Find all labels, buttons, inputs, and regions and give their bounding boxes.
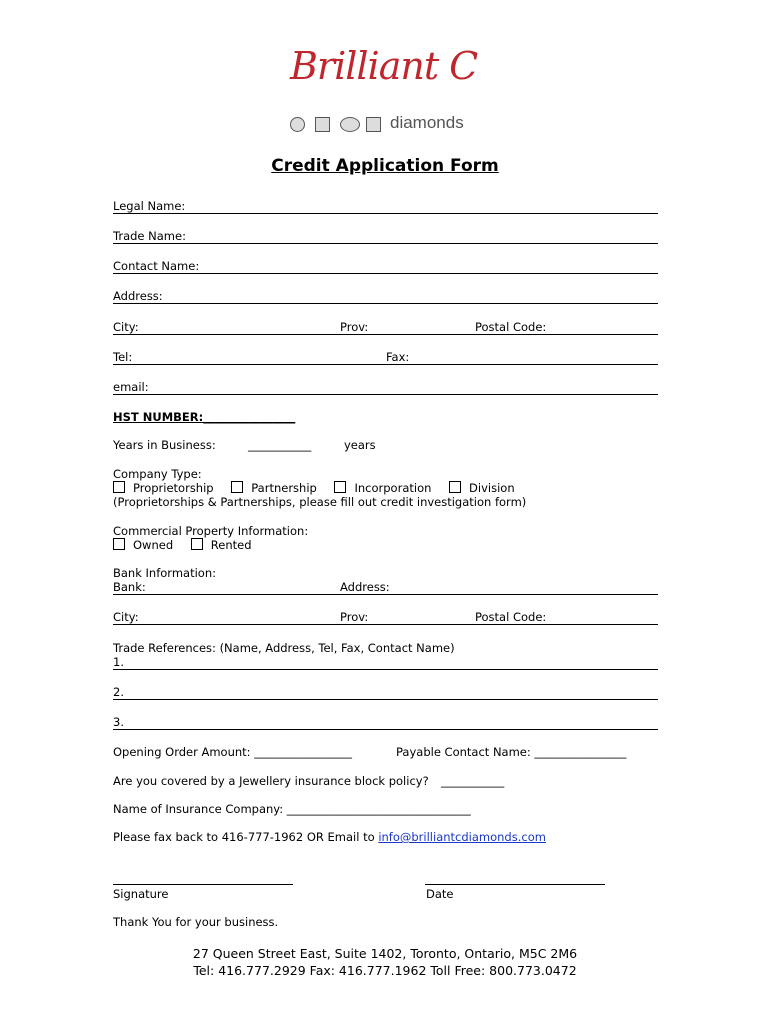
trade-ref-3-label: 3.	[113, 715, 124, 729]
footer-phones: Tel: 416.777.2929 Fax: 416.777.1962 Toll Free: 800.773.0472	[193, 963, 577, 978]
fax-back-instruction: Please fax back to 416-777-1962 OR Email to	[113, 830, 379, 844]
trade-ref-1-line[interactable]	[113, 668, 658, 670]
contact-name-line[interactable]	[113, 272, 658, 274]
owned-label: Owned	[133, 538, 174, 552]
insurance-question: Are you covered by a Jewellery insurance block policy?	[113, 774, 429, 788]
email-link[interactable]: info@brilliantcdiamonds.com	[378, 830, 546, 844]
trade-ref-2-line[interactable]	[113, 698, 658, 700]
proprietorship-checkbox[interactable]	[113, 481, 125, 493]
company-type-options	[113, 481, 515, 495]
bank-info-label: Bank Information:	[113, 566, 216, 580]
bank-address-label: Address:	[340, 580, 390, 594]
incorporation-checkbox[interactable]	[334, 481, 346, 493]
years-blank[interactable]: ___________	[248, 438, 312, 452]
oval-diamond-icon	[340, 117, 360, 132]
rented-checkbox[interactable]	[191, 538, 203, 550]
property-label: Commercial Property Information:	[113, 524, 309, 538]
trade-ref-1-label: 1.	[113, 655, 124, 669]
partnership-checkbox[interactable]	[231, 481, 243, 493]
company-type-label: Company Type:	[113, 467, 202, 481]
legal-name-line[interactable]	[113, 212, 658, 214]
tel-line[interactable]	[113, 363, 658, 365]
footer-address: 27 Queen Street East, Suite 1402, Toronto, Ontario, M5C 2M6	[192, 946, 578, 961]
proprietorship-label: Proprietorship	[133, 481, 214, 495]
division-label: Division	[469, 481, 515, 495]
company-type-note: (Proprietorships & Partnerships, please fill out credit investigation form)	[113, 495, 527, 509]
logo-subtitle: diamonds	[390, 113, 464, 132]
hst-number-label: HST NUMBER:________________	[113, 410, 296, 424]
legal-name-label: Legal Name:	[113, 199, 186, 213]
date-label: Date	[426, 887, 454, 901]
incorporation-label: Incorporation	[354, 481, 432, 495]
bank-postal-label: Postal Code:	[475, 610, 547, 624]
bank-prov-label: Prov:	[340, 610, 369, 624]
property-options	[113, 538, 252, 552]
insurance-question-blank[interactable]: ___________	[441, 774, 505, 788]
insurance-company-field[interactable]: Name of Insurance Company: ________________________________	[113, 802, 471, 816]
division-checkbox[interactable]	[449, 481, 461, 493]
fax-back-text	[113, 830, 546, 844]
email-line[interactable]	[113, 393, 658, 395]
square-diamond-icon	[315, 117, 330, 132]
logo-script: Brilliant C	[290, 44, 478, 88]
owned-checkbox[interactable]	[113, 538, 125, 550]
page-title: Credit Application Form	[271, 156, 499, 176]
opening-order-field[interactable]: Opening Order Amount: _________________	[113, 745, 352, 759]
rented-label: Rented	[210, 538, 252, 552]
bank-city-line[interactable]	[113, 623, 658, 625]
trade-name-line[interactable]	[113, 242, 658, 244]
cushion-diamond-icon	[366, 117, 381, 132]
fax-label: Fax:	[386, 350, 410, 364]
signature-label: Signature	[113, 887, 169, 901]
trade-ref-2-label: 2.	[113, 685, 124, 699]
tel-label: Tel:	[113, 350, 133, 364]
city-label: City:	[113, 320, 139, 334]
payable-contact-field[interactable]: Payable Contact Name: ________________	[396, 745, 627, 759]
round-diamond-icon	[290, 117, 305, 132]
partnership-label: Partnership	[251, 481, 317, 495]
contact-name-label: Contact Name:	[113, 259, 200, 273]
address-line[interactable]	[113, 302, 658, 304]
postal-code-label: Postal Code:	[475, 320, 547, 334]
prov-label: Prov:	[340, 320, 369, 334]
trade-refs-label: Trade References: (Name, Address, Tel, Fax, Contact Name)	[113, 641, 455, 655]
city-line[interactable]	[113, 333, 658, 335]
address-label: Address:	[113, 289, 163, 303]
email-label: email:	[113, 380, 149, 394]
thank-you-text: Thank You for your business.	[113, 915, 279, 929]
years-unit: years	[344, 438, 376, 452]
bank-line[interactable]	[113, 593, 658, 595]
trade-ref-3-line[interactable]	[113, 728, 658, 730]
signature-line[interactable]	[113, 883, 293, 885]
bank-label: Bank:	[113, 580, 146, 594]
trade-name-label: Trade Name:	[113, 229, 186, 243]
date-line[interactable]	[425, 883, 605, 885]
bank-city-label: City:	[113, 610, 139, 624]
years-label: Years in Business:	[113, 438, 216, 452]
